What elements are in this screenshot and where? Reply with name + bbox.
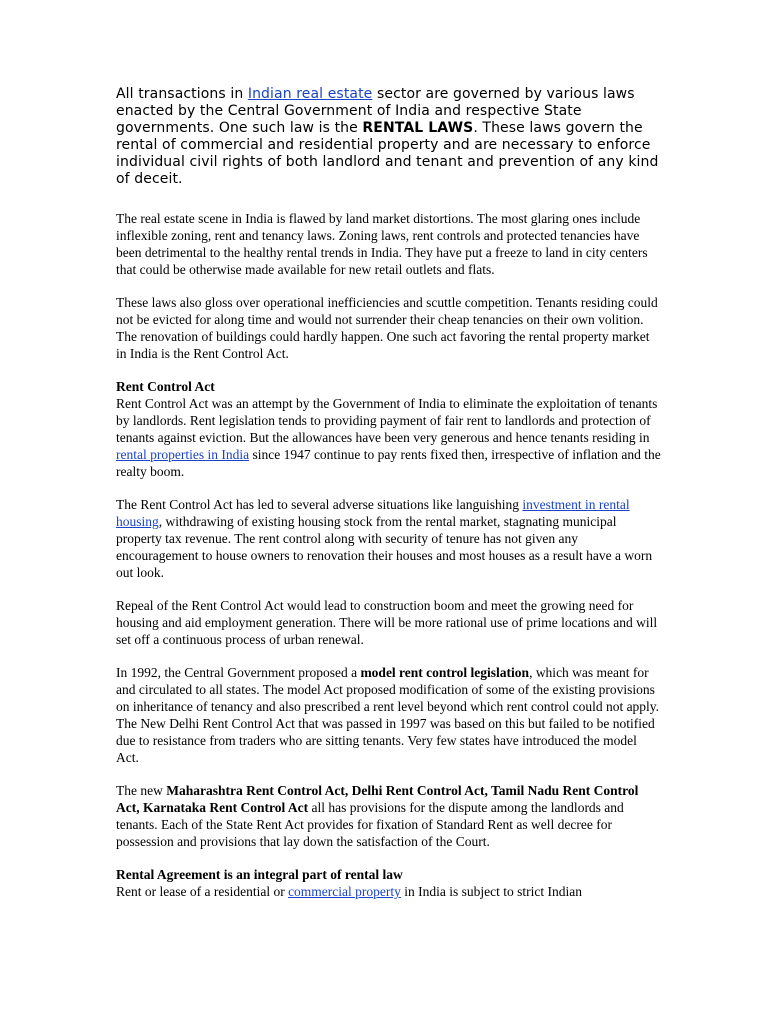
section-rental-agreement: [116, 866, 661, 900]
section-heading: Rent Control Act: [116, 379, 215, 394]
indian-real-estate-link[interactable]: Indian real estate: [247, 86, 373, 102]
rental-properties-link[interactable]: rental properties in India: [116, 447, 250, 462]
rental-laws-bold: RENTAL LAWS: [362, 120, 474, 136]
commercial-property-link[interactable]: commercial property: [288, 884, 401, 899]
paragraph-state-acts: [116, 782, 661, 850]
section-text: in India is subject to strict Indian: [400, 884, 582, 899]
section-text: Rent Control Act was an attempt by the Government of India to eliminate the exploitation of tenants by landlords. Rent legislation tends to providing payment of fair rent to landlords and protection of tenants against eviction. But the allowances have been very generous and hence tenants residing in: [116, 396, 658, 445]
state-acts-bold: Maharashtra Rent Control Act, Delhi Rent Control Act, Tamil Nadu Rent Control Act, Karnataka Rent Control Act: [116, 783, 639, 815]
intro-text: sector are governed by various laws enacted by the Central Government of India and respective State governments. One such law is the: [116, 86, 635, 136]
investment-rental-housing-link[interactable]: investment in rental housing: [116, 497, 630, 529]
paragraph-text: , withdrawing of existing housing stock from the rental market, stagnating municipal property tax revenue. The rent control along with security of tenure has not given any encouragement to house owners to renovation their houses and most houses as a result have a worn out look.: [116, 514, 653, 580]
section-heading: Rental Agreement is an integral part of rental law: [116, 867, 403, 882]
document-body: [116, 86, 661, 916]
intro-text: All transactions in: [116, 86, 248, 102]
intro-text: . These laws govern the rental of commercial and residential property and are necessary to enforce individual civil rights of both landlord and tenant and prevention of any kind of deceit.: [116, 120, 659, 187]
section-text: since 1947 continue to pay rents fixed then, irrespective of inflation and the realty boom.: [116, 447, 661, 479]
paragraph-repeal: Repeal of the Rent Control Act would lead to construction boom and meet the growing need for housing and aid employment generation. There will be more rational use of prime locations and will set off a continuous process of urban renewal.: [116, 598, 658, 647]
paragraph-adverse-situations: [116, 496, 661, 581]
paragraph-text: In 1992, the Central Government proposed a: [116, 665, 361, 680]
intro-paragraph: [116, 86, 661, 188]
paragraph-model-legislation: [116, 664, 661, 766]
paragraph-text: , which was meant for and circulated to all states. The model Act proposed modification of some of the existing provisions on inheritance of tenancy and also prescribed a rent level beyond which rent control could not apply. The New Delhi Rent Control Act that was passed in 1997 was based on this but failed to be notified due to resistance from traders who are sitting tenants. Very few states have introduced the model Act.: [116, 665, 660, 765]
section-rent-control-act: [116, 378, 661, 480]
paragraph-text: all has provisions for the dispute among the landlords and tenants. Each of the State Rent Act provides for fixation of Standard Rent as well decree for possession and provisions that lay down the satisfaction of the Court.: [116, 800, 624, 849]
model-legislation-bold: model rent control legislation: [360, 665, 530, 680]
paragraph-land-market: The real estate scene in India is flawed by land market distortions. The most glaring ones include inflexible zoning, rent and tenancy laws. Zoning laws, rent controls and protected tenancies have been detrimental to the healthy rental trends in India. They have put a freeze to land in city centers that could be otherwise made available for new retail outlets and flats.: [116, 211, 648, 277]
paragraph-operational-inefficiencies: These laws also gloss over operational inefficiencies and scuttle competition. Tenants residing could not be evicted for along time and would not surrender their cheap tenancies on their own volition. The renovation of buildings could hardly happen. One such act favoring the rental property market in India is the Rent Control Act.: [116, 295, 658, 361]
section-text: Rent or lease of a residential or: [116, 884, 289, 899]
paragraph-text: The new: [116, 783, 167, 798]
paragraph-text: The Rent Control Act has led to several adverse situations like languishing: [116, 497, 523, 512]
